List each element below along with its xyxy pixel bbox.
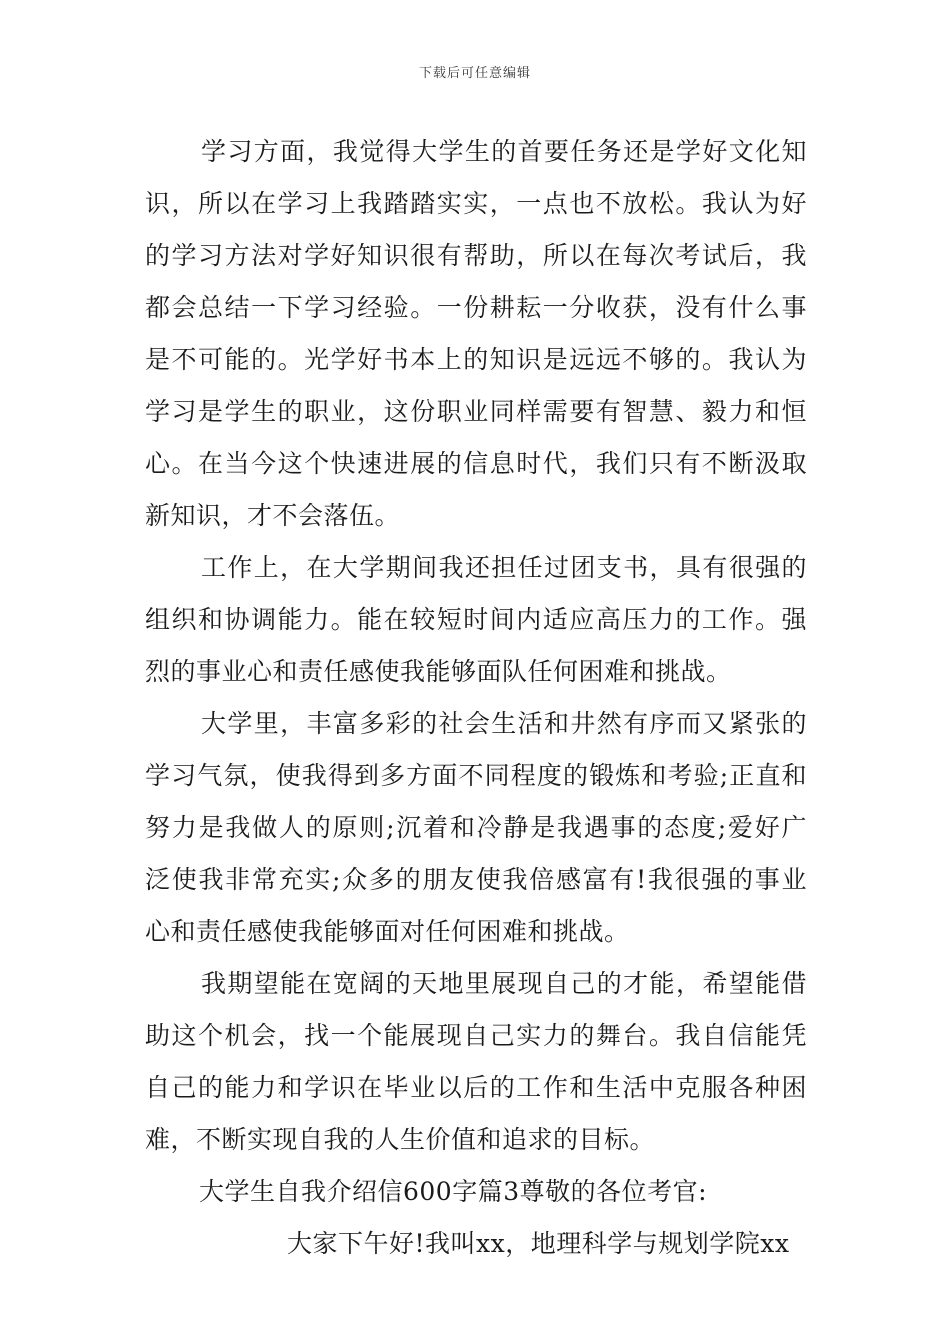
text-line: 自己的能力和学识在毕业以后的工作和生活中克服各种困 [145,1073,807,1102]
text-line: 都会总结一下学习经验。一份耕耘一分收获，没有什么事 [145,293,807,322]
text-line: 泛使我非常充实;众多的朋友使我倍感富有!我很强的事业 [145,865,807,894]
text-line: 组织和协调能力。能在较短时间内适应高压力的工作。强 [145,605,807,634]
text-line: 助这个机会，找一个能展现自己实力的舞台。我自信能凭 [145,1021,807,1050]
text-line: 学习方面，我觉得大学生的首要任务还是学好文化知 [201,137,807,166]
text-line: 识，所以在学习上我踏踏实实，一点也不放松。我认为好 [145,189,807,218]
text-line: 心和责任感使我能够面对任何困难和挑战。 [145,917,630,946]
text-line: 学习是学生的职业，这份职业同样需要有智慧、毅力和恒 [145,397,807,426]
text-line: 是不可能的。光学好书本上的知识是远远不够的。我认为 [145,345,807,374]
text-line: 大学里，丰富多彩的社会生活和井然有序而又紧张的 [201,709,807,738]
text-line: 的学习方法对学好知识很有帮助，所以在每次考试后，我 [145,241,807,270]
header-note: 下载后可任意编辑 [418,66,531,81]
text-line: 难，不断实现自我的人生价值和追求的目标。 [145,1125,656,1154]
text-line: 努力是我做人的原则;沉着和冷静是我遇事的态度;爱好广 [145,813,807,842]
greeting-line: 大家下午好!我叫xx，地理科学与规划学院xx [287,1229,790,1258]
text-line: 我期望能在宽阔的天地里展现自己的才能，希望能借 [201,969,807,998]
document-body [145,126,807,1270]
text-line: 烈的事业心和责任感使我能够面队任何困难和挑战。 [145,657,732,686]
text-line: 心。在当今这个快速进展的信息时代，我们只有不断汲取 [145,449,807,478]
text-line: 学习气氛，使我得到多方面不同程度的锻炼和考验;正直和 [145,761,807,790]
text-line: 新知识，才不会落伍。 [145,501,401,530]
section-heading: 大学生自我介绍信600字篇3尊敬的各位考官: [199,1177,708,1206]
text-line: 工作上，在大学期间我还担任过团支书，具有很强的 [201,553,807,582]
